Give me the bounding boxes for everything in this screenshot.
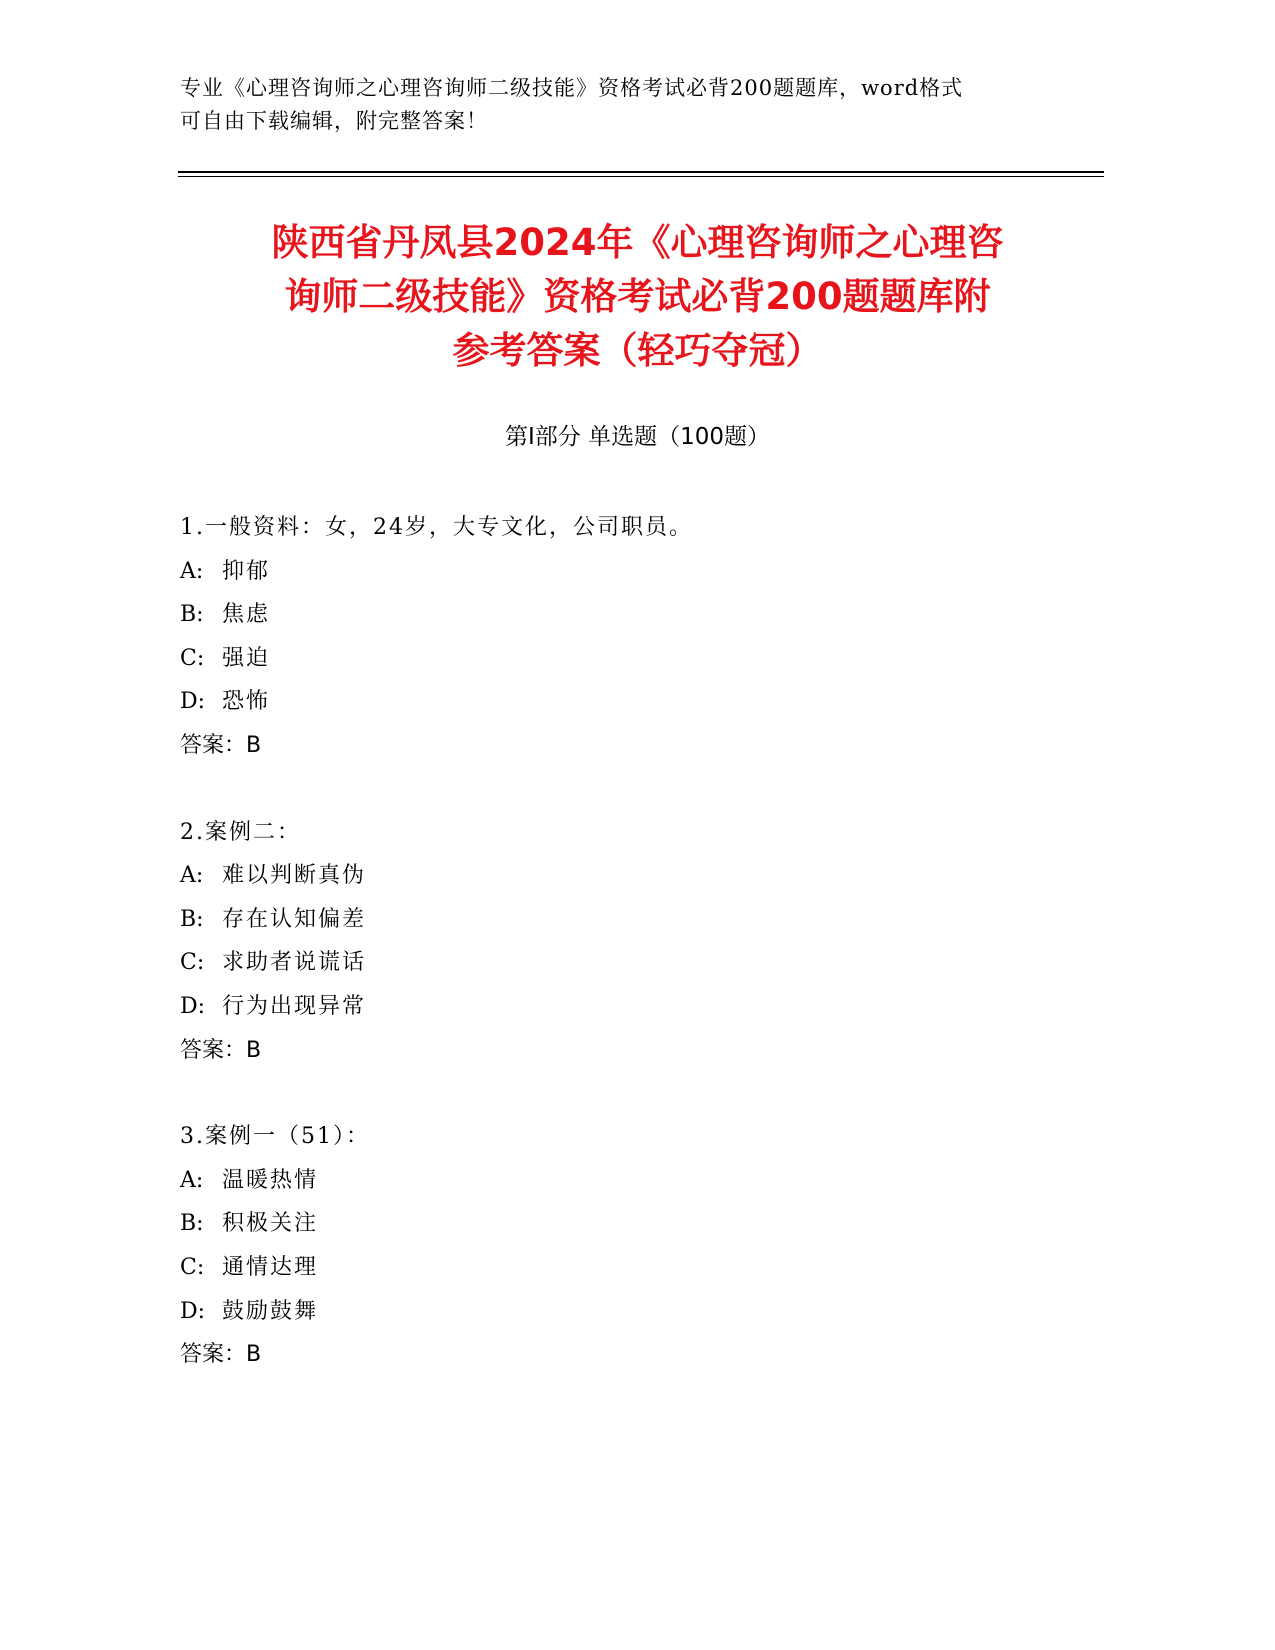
option-text: 积极关注 (222, 1211, 319, 1237)
option-a (180, 1159, 1100, 1203)
section-heading: 第I部分 单选题（100题） (505, 424, 770, 450)
answer-line: 答案：B (180, 1342, 262, 1368)
option-text: 难以判断真伪 (222, 863, 367, 889)
option-c (180, 941, 1100, 985)
option-label: D: (180, 1298, 206, 1324)
option-label: A: (180, 1167, 204, 1193)
header-note (180, 72, 1060, 138)
option-label: D: (180, 993, 206, 1019)
option-label: A: (180, 863, 204, 889)
option-c (180, 637, 1100, 681)
document-title-line-1: 陕西省丹凤县2024年《心理咨询师之心理咨 (271, 221, 1004, 264)
header-note-line-2: 可自由下载编辑，附完整答案！ (180, 109, 488, 133)
option-b (180, 898, 1100, 942)
option-d (180, 680, 1100, 724)
option-text: 强迫 (222, 645, 271, 671)
document-title-line-2: 询师二级技能》资格考试必背200题题库附 (284, 275, 991, 318)
option-text: 存在认知偏差 (222, 906, 367, 932)
question-1 (180, 506, 1100, 768)
option-text: 抑郁 (222, 558, 271, 584)
option-label: C: (180, 1254, 205, 1280)
option-label: D: (180, 689, 206, 715)
question-stem: 1.一般资料：女，24岁，大专文化，公司职员。 (180, 515, 693, 540)
option-text: 温暖热情 (222, 1167, 319, 1193)
header-divider-thin (178, 176, 1104, 177)
option-text: 通情达理 (222, 1254, 319, 1280)
option-c (180, 1246, 1100, 1290)
option-a (180, 854, 1100, 898)
option-text: 鼓励鼓舞 (222, 1298, 319, 1324)
question-list (180, 506, 1100, 1420)
option-label: B: (180, 1211, 204, 1237)
option-label: A: (180, 558, 204, 584)
question-3 (180, 1115, 1100, 1377)
option-text: 恐怖 (222, 689, 271, 715)
question-stem: 2.案例二： (180, 819, 301, 845)
answer-line: 答案：B (180, 1037, 262, 1063)
document-title (170, 216, 1105, 378)
option-label: B: (180, 602, 204, 628)
question-stem: 3.案例一（51）： (180, 1124, 370, 1150)
option-a (180, 550, 1100, 594)
option-label: C: (180, 645, 205, 671)
document-title-line-3: 参考答案（轻巧夺冠） (452, 329, 823, 372)
option-d (180, 1290, 1100, 1334)
header-divider-thick (178, 171, 1104, 173)
option-text: 求助者说谎话 (222, 950, 367, 976)
option-label: B: (180, 906, 204, 932)
option-b (180, 593, 1100, 637)
option-text: 行为出现异常 (222, 993, 367, 1019)
question-2 (180, 811, 1100, 1073)
option-text: 焦虑 (222, 602, 271, 628)
header-note-line-1: 专业《心理咨询师之心理咨询师二级技能》资格考试必背200题题库，word格式 (180, 76, 964, 100)
answer-line: 答案：B (180, 732, 262, 758)
option-label: C: (180, 950, 205, 976)
option-b (180, 1202, 1100, 1246)
option-d (180, 985, 1100, 1029)
